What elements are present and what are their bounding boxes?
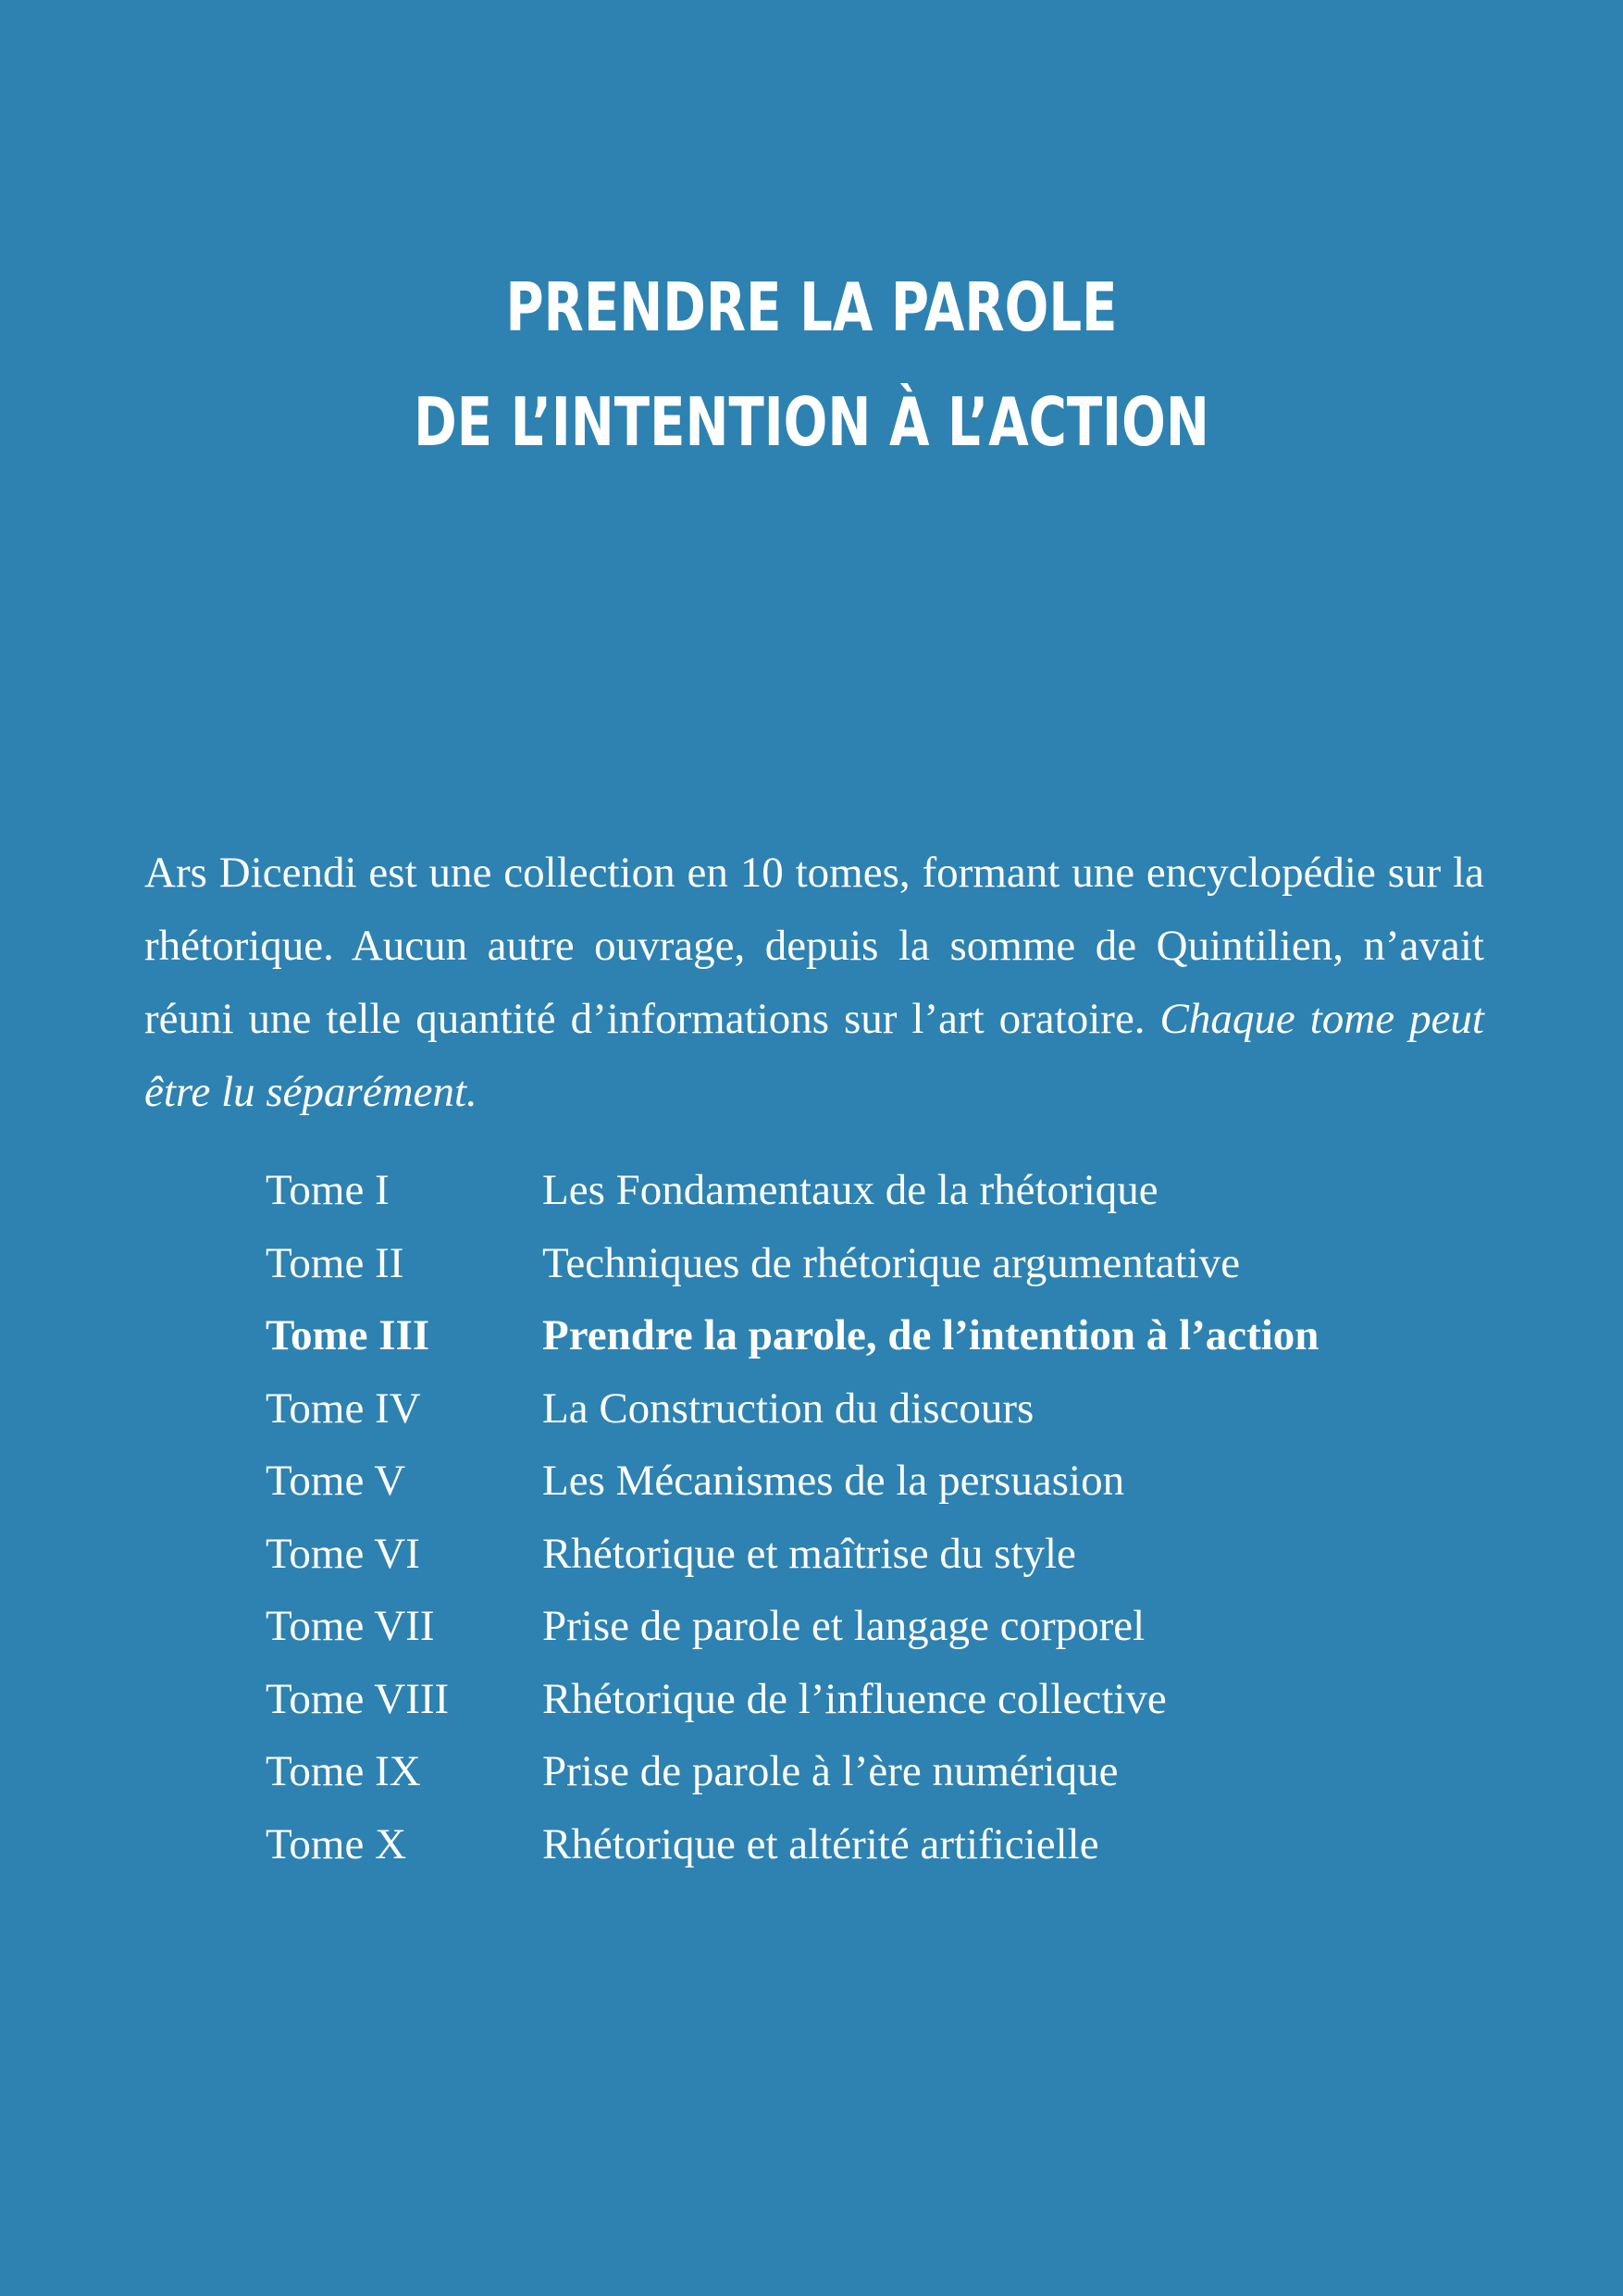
- tome-name: Techniques de rhétorique argumentative: [542, 1238, 1241, 1287]
- tome-label: Tome VI: [266, 1529, 420, 1578]
- tome-label: Tome VII: [266, 1602, 435, 1650]
- tome-label: Tome IV: [266, 1384, 421, 1433]
- title-line-1: PRENDRE LA PAROLE: [505, 268, 1118, 346]
- tome-label: Tome VIII: [266, 1674, 450, 1723]
- tome-label: Tome III: [266, 1311, 430, 1359]
- tome-name: Rhétorique et altérité artificielle: [542, 1819, 1099, 1868]
- tome-label: Tome X: [266, 1819, 407, 1868]
- collection-description: [144, 837, 1484, 1129]
- tome-row-9: [266, 1735, 1496, 1808]
- tome-row-2: [266, 1227, 1496, 1300]
- tome-name: Prise de parole à l’ère numérique: [542, 1747, 1119, 1795]
- tome-name: Les Fondamentaux de la rhétorique: [542, 1166, 1158, 1214]
- tome-row-3-current: [266, 1299, 1496, 1372]
- title-line-2: DE L’INTENTION À L’ACTION: [414, 383, 1209, 461]
- tome-row-4: [266, 1372, 1496, 1446]
- tome-row-8: [266, 1663, 1496, 1736]
- tome-row-5: [266, 1445, 1496, 1518]
- tome-name: Prendre la parole, de l’intention à l’action: [542, 1311, 1319, 1359]
- tome-row-10: [266, 1808, 1496, 1881]
- tome-name: Prise de parole et langage corporel: [542, 1602, 1146, 1650]
- tome-name: Rhétorique et maîtrise du style: [542, 1529, 1076, 1578]
- tome-label: Tome V: [266, 1457, 406, 1505]
- tome-list: [266, 1154, 1496, 1880]
- tome-name: Rhétorique de l’influence collective: [542, 1674, 1167, 1723]
- tome-name: Les Mécanismes de la persuasion: [542, 1457, 1125, 1505]
- tome-row-7: [266, 1590, 1496, 1663]
- page-title: [179, 250, 1444, 479]
- description-italic-note: Chaque tome peut être lu séparément.: [144, 995, 1484, 1116]
- tome-row-6: [266, 1518, 1496, 1591]
- tome-label: Tome I: [266, 1166, 390, 1214]
- description-text: Ars Dicendi est une collection en 10 tomes, formant une encyclopédie sur la rhétorique. Aucun autre ouvrage, depuis la somme de Quintilien, n’avait réuni une telle quantité d’informations sur l’art oratoire.: [144, 849, 1484, 1043]
- tome-label: Tome IX: [266, 1747, 421, 1795]
- tome-name: La Construction du discours: [542, 1384, 1035, 1433]
- tome-label: Tome II: [266, 1238, 404, 1287]
- tome-row-1: [266, 1154, 1496, 1227]
